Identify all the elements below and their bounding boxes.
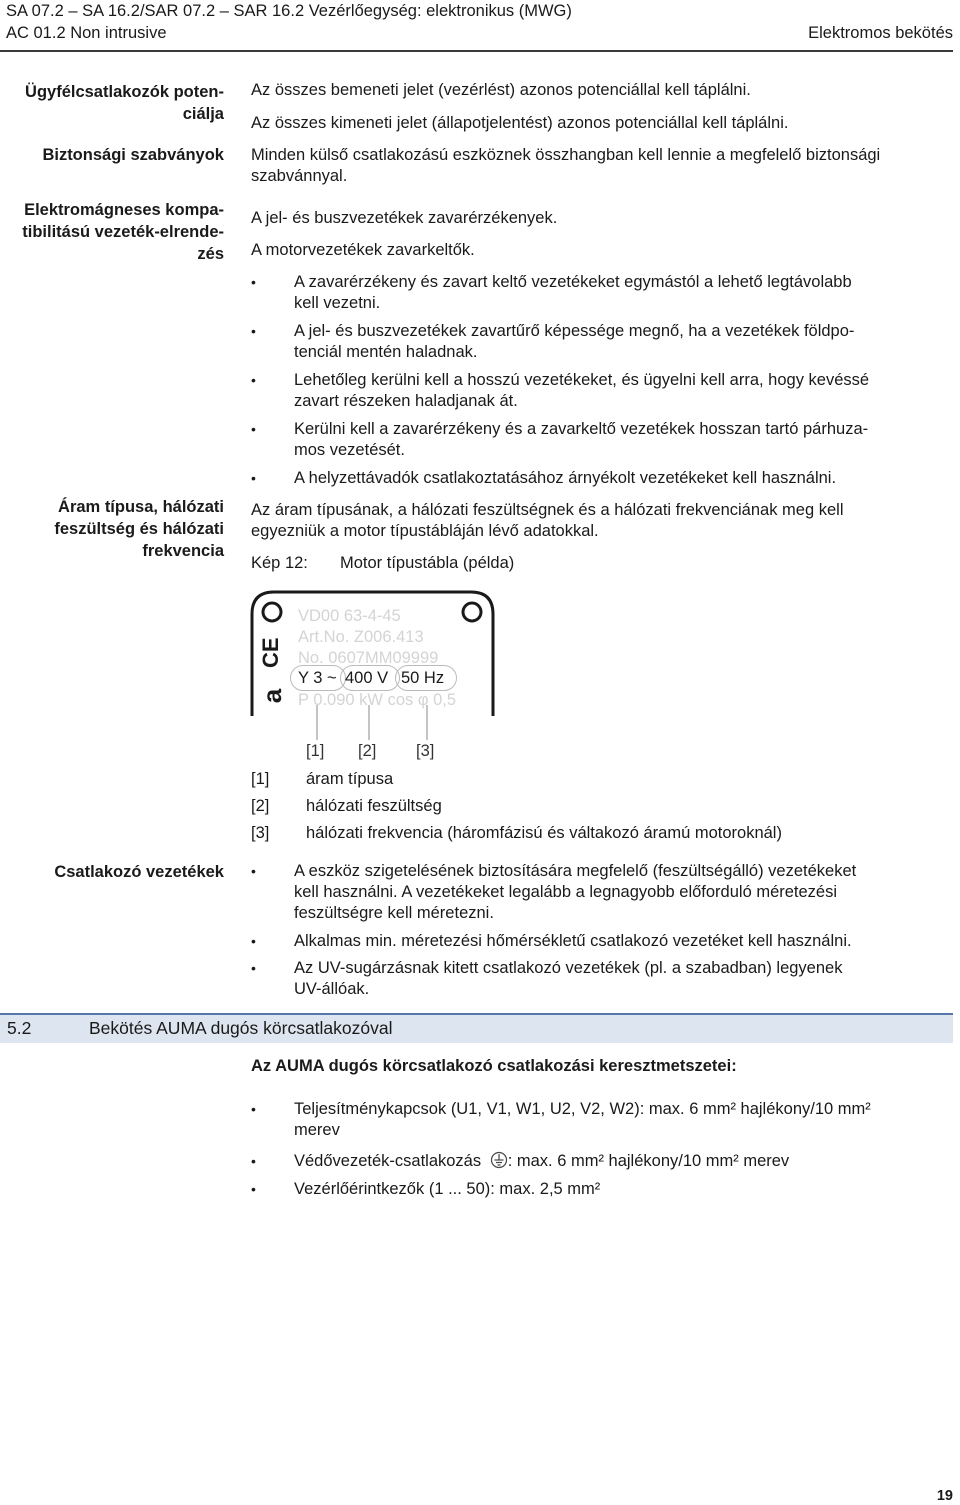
figure-label: Kép 12: — [251, 554, 308, 572]
sidebar-heading-line: Elektromágneses kompa- — [24, 201, 224, 219]
legend-text-3: hálózati frekvencia (háromfázisú és váltakozó áramú motoroknál) — [306, 824, 782, 842]
text-line: feszültségre kell méretezni. — [294, 904, 494, 922]
text-line: zavart részeken haladjanak át. — [294, 392, 518, 410]
section-number: 5.2 — [7, 1018, 32, 1038]
text-line: szabvánnyal. — [251, 167, 348, 185]
text-segment: Védővezeték-csatlakozás — [294, 1152, 482, 1170]
paragraph-current-type — [251, 500, 956, 542]
callout-marker-1: [1] — [306, 742, 325, 760]
text-line: merev — [294, 1121, 340, 1139]
text-line: UV-állóak. — [294, 980, 370, 998]
figure-title: Motor típustábla (példa) — [340, 554, 515, 572]
list-item — [251, 931, 956, 952]
plate-article-line: Art.No. Z006.413 — [298, 628, 424, 646]
text-line: Vezérlőérintkezők (1 ... 50): max. 2,5 mm² — [294, 1180, 601, 1198]
legend-key-1: [1] — [251, 770, 270, 788]
legend-key-2: [2] — [251, 797, 270, 815]
sidebar-heading-line: Ügyfélcsatlakozók poten- — [25, 83, 224, 101]
sidebar-heading-emc — [0, 199, 224, 265]
text-line: Lehetőleg kerülni kell a hosszú vezetékeket, és ügyelni kell arra, hogy kevéssé — [294, 371, 870, 389]
sidebar-heading-current-type — [0, 496, 224, 562]
header-chapter: Elektromos bekötés — [808, 24, 953, 42]
plate-type-line: VD00 63-4-45 — [298, 607, 401, 625]
plate-frequency: 50 Hz — [401, 669, 445, 687]
bullet-icon — [251, 419, 267, 440]
list-item — [251, 272, 956, 314]
list-item — [251, 468, 956, 489]
list-item — [251, 1151, 956, 1172]
text-line: A zavarérzékeny és zavart keltő vezetékeket egymástól a lehető legtávolabb — [294, 273, 852, 291]
header-divider — [0, 50, 953, 52]
section-title: Bekötés AUMA dugós körcsatlakozóval — [89, 1018, 393, 1038]
text-line: A helyzettávadók csatlakoztatásához árnyékolt vezetékeket kell használni. — [294, 469, 837, 487]
paragraph-motor-lines: A motorvezetékek zavarkeltők. — [251, 241, 475, 259]
bullet-icon — [251, 1179, 267, 1200]
bullet-icon — [251, 861, 267, 882]
legend-text-2: hálózati feszültség — [306, 797, 442, 815]
bullet-icon — [251, 468, 267, 489]
list-item — [251, 419, 956, 461]
sidebar-heading-line: Áram típusa, hálózati — [58, 498, 224, 516]
plate-serial-line: No. 0607MM09999 — [298, 649, 439, 667]
list-item — [251, 1099, 956, 1141]
ground-icon — [490, 1151, 508, 1169]
text-line: Az UV-sugárzásnak kitett csatlakozó vezetékek (pl. a szabadban) legyenek — [294, 959, 843, 977]
text-line: Teljesítménykapcsok (U1, V1, W1, U2, V2, W2): max. 6 mm² hajlékony/10 mm² — [294, 1100, 871, 1118]
sidebar-heading-line: zés — [197, 245, 224, 263]
text-line: tenciál mentén haladnak. — [294, 343, 478, 361]
brand-logo: a — [257, 688, 287, 704]
bullet-icon — [251, 958, 267, 979]
text-line: A jel- és buszvezetékek zavartűrő képessége megnő, ha a vezetékek földpo- — [294, 322, 855, 340]
sidebar-heading-potential — [0, 81, 224, 125]
callout-marker-3: [3] — [416, 742, 435, 760]
page-number: 19 — [936, 1488, 953, 1504]
sidebar-heading-line: frekvencia — [142, 542, 224, 560]
paragraph-outputs: Az összes kimeneti jelet (állapotjelentést) azonos potenciállal kell táplálni. — [251, 114, 789, 132]
legend-text-1: áram típusa — [306, 770, 394, 788]
bullet-icon — [251, 272, 267, 293]
bullet-icon — [251, 370, 267, 391]
bullet-icon — [251, 321, 267, 342]
sidebar-heading-line: tibilitású vezeték-elrende- — [22, 223, 224, 241]
paragraph-safety — [251, 145, 956, 187]
paragraph-inputs: Az összes bemeneti jelet (vezérlést) azonos potenciállal kell táplálni. — [251, 81, 751, 99]
text-line: kell vezetni. — [294, 294, 381, 312]
text-line: mos vezetését. — [294, 441, 405, 459]
list-item — [251, 1179, 956, 1200]
bullet-icon — [251, 1151, 267, 1172]
legend-key-3: [3] — [251, 824, 270, 842]
text-line: kell használni. A vezetékeket legalább a legnagyobb előforduló méretezési — [294, 883, 838, 901]
text-line: egyezniük a motor típustábláján lévő adatokkal. — [251, 522, 599, 540]
text-segment: : max. 6 mm² hajlékony/10 mm² merev — [507, 1152, 790, 1170]
header-title-line1: SA 07.2 – SA 16.2/SAR 07.2 – SAR 16.2 Vezérlőegység: elektronikus (MWG) — [6, 2, 572, 20]
ce-mark: CE — [258, 637, 283, 668]
text-line: A eszköz szigetelésének biztosítására megfelelő (feszültségálló) vezetékeket — [294, 862, 857, 880]
callout-lines — [250, 705, 495, 745]
text-line: Kerülni kell a zavarérzékeny és a zavarkeltő vezetékek hosszan tartó párhuza- — [294, 420, 869, 438]
sidebar-heading-cables: Csatlakozó vezetékek — [54, 863, 224, 881]
motor-nameplate — [250, 590, 495, 718]
list-item — [251, 861, 956, 924]
text-line: Alkalmas min. méretezési hőmérsékletű csatlakozó vezetéket kell használni. — [294, 932, 852, 950]
plate-voltage: 400 V — [345, 669, 389, 687]
header-title-line2: AC 01.2 Non intrusive — [6, 24, 167, 42]
sidebar-heading-line: feszültség és hálózati — [54, 520, 224, 538]
paragraph-signal-lines: A jel- és buszvezetékek zavarérzékenyek. — [251, 209, 558, 227]
text-line: Minden külső csatlakozású eszköznek összhangban kell lennie a megfelelő biztonsági — [251, 146, 881, 164]
list-item — [251, 321, 956, 363]
subsection-heading: Az AUMA dugós körcsatlakozó csatlakozási keresztmetszetei: — [251, 1057, 737, 1075]
bullet-icon — [251, 1099, 267, 1120]
list-item — [251, 958, 956, 1000]
plate-power-line: P 0.090 kW cos φ 0,5 — [298, 691, 457, 709]
bullet-icon — [251, 931, 267, 952]
sidebar-heading-line: ciálja — [182, 105, 224, 123]
sidebar-heading-safety: Biztonsági szabványok — [42, 146, 224, 164]
list-item — [251, 370, 956, 412]
callout-marker-2: [2] — [358, 742, 377, 760]
section-header — [0, 1013, 953, 1043]
plate-current-type: Y 3 ~ — [298, 669, 337, 687]
text-line: Az áram típusának, a hálózati feszültségnek és a hálózati frekvenciának meg kell — [251, 501, 844, 519]
